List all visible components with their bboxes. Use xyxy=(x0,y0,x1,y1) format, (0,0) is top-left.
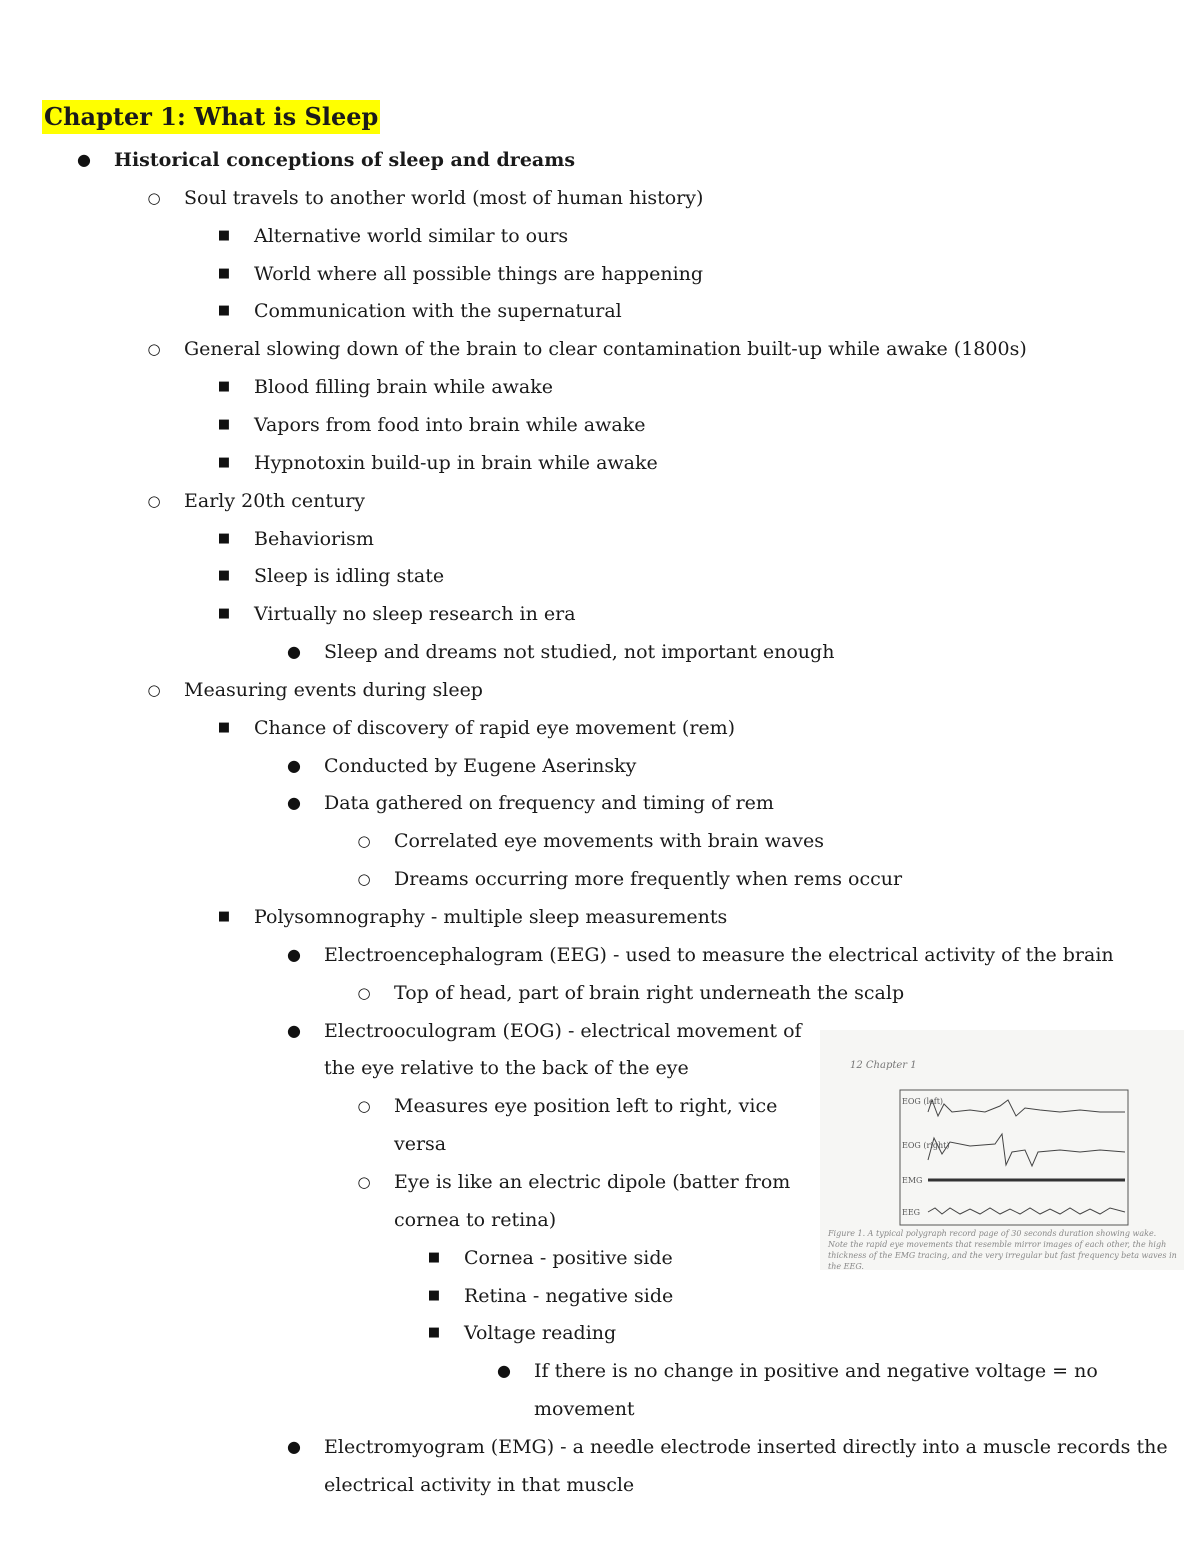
outline-item: Retina - negative side xyxy=(464,1285,674,1307)
figure-page-label: 12 Chapter 1 xyxy=(850,1060,917,1071)
circle-bullet: ○ xyxy=(357,984,371,1002)
disc-bullet: ● xyxy=(287,1437,301,1456)
square-bullet: ■ xyxy=(427,1250,441,1265)
outline-item: Chance of discovery of rapid eye movement (rem) xyxy=(254,717,736,739)
outline-item: Vapors from food into brain while awake xyxy=(254,414,646,436)
disc-bullet: ● xyxy=(287,756,301,775)
outline-item: Early 20th century xyxy=(184,490,366,512)
disc-bullet: ● xyxy=(287,642,301,661)
outline-item: movement xyxy=(534,1398,635,1420)
square-bullet: ■ xyxy=(217,720,231,735)
square-bullet: ■ xyxy=(427,1325,441,1340)
outline-item: versa xyxy=(394,1133,447,1155)
disc-bullet: ● xyxy=(497,1361,511,1380)
square-bullet: ■ xyxy=(217,568,231,583)
trace-eeg xyxy=(928,1208,1125,1214)
outline-item: Voltage reading xyxy=(464,1322,617,1344)
trace-frame xyxy=(900,1090,1128,1225)
outline-item: Data gathered on frequency and timing of rem xyxy=(324,792,774,814)
outline-item: Sleep and dreams not studied, not important enough xyxy=(324,641,835,663)
circle-bullet: ○ xyxy=(147,189,161,207)
circle-bullet: ○ xyxy=(147,340,161,358)
outline-item: Electroencephalogram (EEG) - used to measure the electrical activity of the brain xyxy=(324,944,1114,966)
square-bullet: ■ xyxy=(217,606,231,621)
trace-label-emg: EMG xyxy=(902,1176,923,1185)
outline-item: Soul travels to another world (most of human history) xyxy=(184,187,704,209)
circle-bullet: ○ xyxy=(357,1097,371,1115)
circle-bullet: ○ xyxy=(357,870,371,888)
outline-item: Behaviorism xyxy=(254,528,374,550)
outline-item: Correlated eye movements with brain waves xyxy=(394,830,824,852)
trace-label-eog-left: EOG (left) xyxy=(902,1097,944,1106)
outline-item: General slowing down of the brain to clear contamination built-up while awake (1800s) xyxy=(184,338,1027,360)
outline-item: Historical conceptions of sleep and dreams xyxy=(114,149,576,171)
outline-item: Sleep is idling state xyxy=(254,565,445,587)
outline-item: Electrooculogram (EOG) - electrical movement of xyxy=(324,1020,802,1042)
outline-item: Cornea - positive side xyxy=(464,1247,673,1269)
outline-item: electrical activity in that muscle xyxy=(324,1474,635,1496)
circle-bullet: ○ xyxy=(147,681,161,699)
outline-item: Polysomnography - multiple sleep measurements xyxy=(254,906,728,928)
disc-bullet: ● xyxy=(287,945,301,964)
trace-eog-left xyxy=(928,1100,1125,1116)
circle-bullet: ○ xyxy=(357,1173,371,1191)
figure-caption: Figure 1. A typical polygraph record page of 30 seconds duration showing wake. Note the rapid eye movements that resemble mirror images of each other, the high thickness of the EMG tracing, and the very irregular but fast frequency beta waves in the EEG. xyxy=(828,1229,1177,1271)
disc-bullet: ● xyxy=(77,150,91,169)
square-bullet: ■ xyxy=(217,228,231,243)
circle-bullet: ○ xyxy=(357,832,371,850)
square-bullet: ■ xyxy=(217,531,231,546)
outline-item: Hypnotoxin build-up in brain while awake xyxy=(254,452,658,474)
circle-bullet: ○ xyxy=(147,492,161,510)
square-bullet: ■ xyxy=(217,909,231,924)
outline-item: Virtually no sleep research in era xyxy=(254,603,576,625)
outline-item: Measures eye position left to right, vice xyxy=(394,1095,778,1117)
trace-label-eog-right: EOG (right) xyxy=(902,1141,950,1150)
outline-item: the eye relative to the back of the eye xyxy=(324,1057,689,1079)
outline-item: Dreams occurring more frequently when rems occur xyxy=(394,868,903,890)
square-bullet: ■ xyxy=(217,379,231,394)
outline-item: cornea to retina) xyxy=(394,1209,557,1231)
square-bullet: ■ xyxy=(217,417,231,432)
outline-item: Top of head, part of brain right underneath the scalp xyxy=(394,982,905,1004)
polygraph-figure xyxy=(820,1030,1184,1270)
outline-item: Conducted by Eugene Aserinsky xyxy=(324,755,637,777)
outline-item: If there is no change in positive and negative voltage = no xyxy=(534,1360,1098,1382)
square-bullet: ■ xyxy=(217,455,231,470)
outline-item: Measuring events during sleep xyxy=(184,679,483,701)
outline-item: Eye is like an electric dipole (batter from xyxy=(394,1171,791,1193)
chapter-title: Chapter 1: What is Sleep xyxy=(42,100,380,134)
trace-label-eeg: EEG xyxy=(902,1208,921,1217)
disc-bullet: ● xyxy=(287,1021,301,1040)
square-bullet: ■ xyxy=(217,303,231,318)
trace-eog-right xyxy=(928,1134,1125,1166)
outline-item: Communication with the supernatural xyxy=(254,300,622,322)
square-bullet: ■ xyxy=(217,266,231,281)
outline-item: Blood filling brain while awake xyxy=(254,376,553,398)
outline-item: World where all possible things are happening xyxy=(254,263,704,285)
disc-bullet: ● xyxy=(287,793,301,812)
outline-item: Alternative world similar to ours xyxy=(254,225,569,247)
square-bullet: ■ xyxy=(427,1288,441,1303)
outline-item: Electromyogram (EMG) - a needle electrode inserted directly into a muscle records the xyxy=(324,1436,1168,1458)
